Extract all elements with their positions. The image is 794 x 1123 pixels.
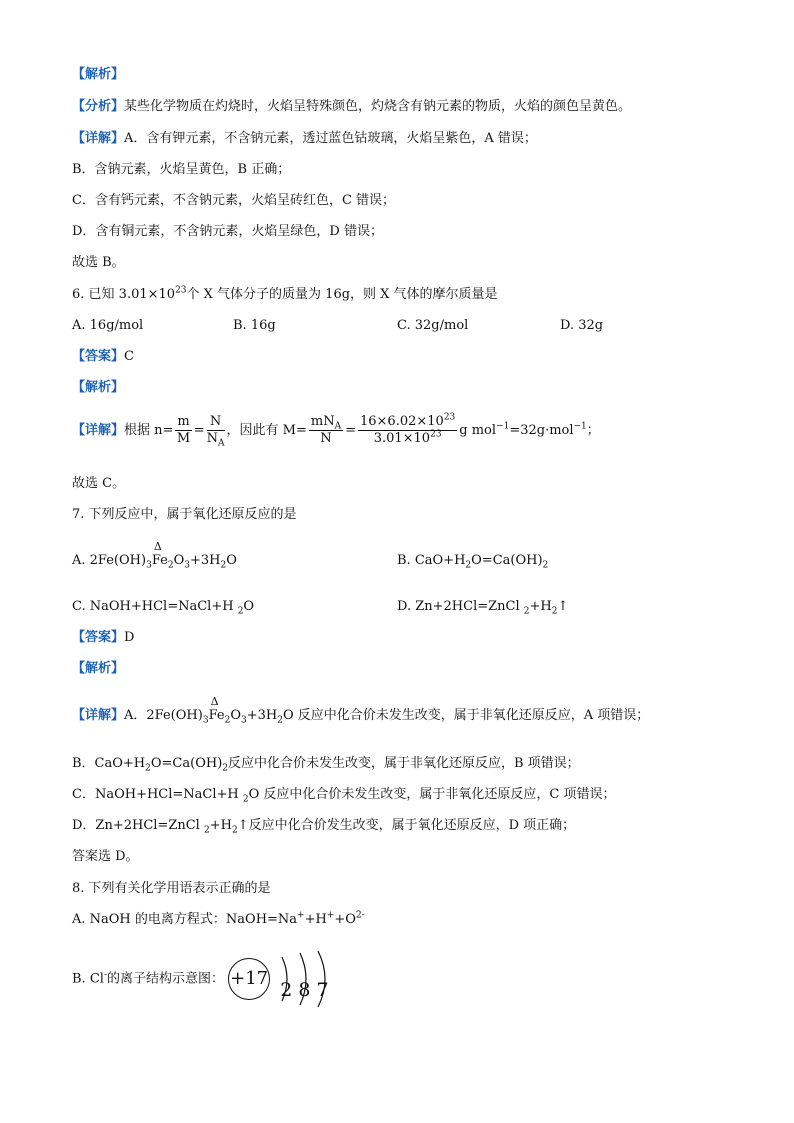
sub: 2 xyxy=(242,794,249,805)
opt-a-mid: +H xyxy=(304,912,327,927)
formula-mid: ，因此有 M= xyxy=(226,423,307,438)
q6-stem xyxy=(72,286,498,304)
q6-answer xyxy=(72,348,134,366)
answer-value: D xyxy=(124,630,135,645)
unit-exp: −1 xyxy=(496,421,510,432)
delta-condition xyxy=(151,540,168,570)
q7-conclusion: 答案选 D。 xyxy=(72,849,139,864)
opt-b-pre: B. CaO+H xyxy=(397,553,466,568)
shell-numbers: 2 8 7 xyxy=(280,979,329,1001)
sub: 3 xyxy=(202,715,209,726)
detail-b-text: 反应中化合价未发生改变，属于非氧化还原反应，B 项错误； xyxy=(228,756,580,771)
fenxi-text: 某些化学物质在灼烧时，火焰呈特殊颜色，灼烧含有钠元素的物质，火焰的颜色呈黄色。 xyxy=(124,99,632,114)
q5-fenxi xyxy=(72,98,631,116)
sub: 2 xyxy=(523,606,530,617)
q5-detail-d: D．含有铜元素，不含钠元素，火焰呈绿色，D 错误； xyxy=(72,224,383,239)
q6-stem-post: 个 X 气体分子的质量为 16g，则 X 气体的摩尔质量是 xyxy=(186,287,498,302)
detail-b-pre: B．CaO+H xyxy=(72,756,146,771)
detail-a-text: O 反应中化合价未发生改变，属于非氧化还原反应，A 项错误； xyxy=(282,708,650,723)
opt-d-pre: D. Zn+2HCl=ZnCl xyxy=(397,599,524,614)
q7-stem: 7. 下列反应中，属于氧化还原反应的是 xyxy=(72,507,297,522)
opt-b-mid: O=Ca(OH) xyxy=(471,553,543,568)
opt-a-o: O xyxy=(173,553,185,568)
opt-a-pre: A. NaOH 的电离方程式：NaOH=Na xyxy=(72,912,298,927)
answer-tag: 【答案】 xyxy=(72,349,125,364)
sup: - xyxy=(103,970,107,981)
mna-sub: A xyxy=(334,421,342,432)
q6-stem-pre: 6. 已知 3.01×10 xyxy=(72,287,176,302)
q7-jiexi-label: 【解析】 xyxy=(72,661,125,676)
formula-end: ； xyxy=(586,423,600,438)
sub: 2 xyxy=(224,715,231,726)
frac-num: N xyxy=(207,414,225,431)
frac-num xyxy=(358,414,457,431)
frac-num: m xyxy=(177,414,190,429)
opt-d-end: ↑ xyxy=(557,599,569,614)
delta-symbol: Δ xyxy=(153,540,162,553)
q6-option-c: C. 32g/mol xyxy=(397,318,469,333)
q6-jiexi-label: 【解析】 xyxy=(72,380,125,395)
q5-detail-c: C．含有钙元素，不含钠元素，火焰呈砖红色，C 错误； xyxy=(72,193,396,208)
mna-symbol: mN xyxy=(310,414,335,429)
sub: 2 xyxy=(222,763,228,774)
opt-c-pre: C. NaOH+HCl=NaCl+H xyxy=(72,599,238,614)
nucleus-circle: +17 xyxy=(228,958,270,1000)
result: =32g·mol xyxy=(509,423,574,438)
q5-jiexi-label: 【解析】 xyxy=(72,67,125,82)
opt-a-fe: Fe xyxy=(151,553,168,568)
detail-d-text: ↑反应中化合价发生改变，属于氧化还原反应，D 项正确； xyxy=(237,818,576,833)
delta-symbol: Δ xyxy=(210,695,219,708)
detail-a-pre: A．2Fe(OH) xyxy=(124,708,203,723)
sub: 2 xyxy=(551,606,558,617)
fraction-N-over-NA xyxy=(207,414,225,447)
unit-tail: g mol xyxy=(459,423,497,438)
q5-conclusion: 故选 B。 xyxy=(72,255,125,270)
sub: 3 xyxy=(240,715,247,726)
q6-stem-exp: 23 xyxy=(175,285,187,296)
fraction-mNA-over-N xyxy=(309,414,343,447)
opt-a-mid2: +O xyxy=(334,912,356,927)
q8-option-b xyxy=(72,949,344,1009)
opt-a-pre: A. 2Fe(OH) xyxy=(72,553,147,568)
q7-option-c xyxy=(72,598,254,616)
detail-c-text: O 反应中化合价未发生改变，属于非氧化还原反应，C 项错误； xyxy=(248,787,616,802)
den-text: 3.01×10 xyxy=(373,431,431,446)
num-exp: 23 xyxy=(443,412,456,423)
opt-a-end: +3H xyxy=(189,553,221,568)
fraction-m-over-M xyxy=(175,414,191,447)
frac-den xyxy=(358,431,457,447)
detail-d-mid: +H xyxy=(209,818,232,833)
q6-option-b: B. 16g xyxy=(233,318,276,333)
detail-a-fe: Fe xyxy=(208,708,225,723)
num-text: 16×6.02×10 xyxy=(359,414,444,429)
q6-option-d: D. 32g xyxy=(560,318,604,333)
electron-shells xyxy=(274,949,344,1009)
xiangjie-tag: 【详解】 xyxy=(72,423,125,438)
sub: 2 xyxy=(277,715,283,726)
q7-answer xyxy=(72,629,134,647)
delta-condition xyxy=(208,695,225,725)
detail-b-mid: O=Ca(OH) xyxy=(150,756,223,771)
na-symbol: N xyxy=(206,431,219,446)
q7-option-d xyxy=(397,598,568,616)
detail-a-mid2: +3H xyxy=(246,708,278,723)
sup: + xyxy=(326,910,335,921)
result-exp: −1 xyxy=(573,421,587,432)
opt-a-o2: O xyxy=(226,553,237,568)
opt-b-pre: B. Cl xyxy=(72,971,104,987)
opt-b-post: 的离子结构示意图： xyxy=(106,971,224,987)
fenxi-tag: 【分析】 xyxy=(72,99,125,114)
answer-value: C xyxy=(124,349,134,364)
q6-formula-line xyxy=(72,414,600,447)
q7-detail-b xyxy=(72,755,580,773)
q7-detail-c xyxy=(72,786,616,804)
den-exp: 23 xyxy=(430,429,442,440)
na-sub: A xyxy=(218,438,225,449)
detail-d-pre: D．Zn+2HCl=ZnCl xyxy=(72,818,204,833)
frac-den xyxy=(207,431,225,447)
sub: 3 xyxy=(146,560,152,571)
frac-den: M xyxy=(176,431,191,446)
equals: = xyxy=(193,423,205,438)
q7-detail-d xyxy=(72,817,575,835)
xiangjie-tag: 【详解】 xyxy=(72,708,125,723)
detail-a-text: A．含有钾元素，不含钠元素，透过蓝色钴玻璃，火焰呈紫色，A 错误； xyxy=(124,131,537,146)
sub: 2 xyxy=(145,763,151,774)
sup: + xyxy=(297,910,305,921)
sub: 2 xyxy=(220,560,227,571)
frac-den: N xyxy=(320,431,332,446)
opt-d-mid: +H xyxy=(529,599,552,614)
q7-option-b xyxy=(397,552,548,570)
sub: 2 xyxy=(237,606,244,617)
sub: 3 xyxy=(184,560,190,571)
sub: 2 xyxy=(231,825,238,836)
detail-a-o: O xyxy=(230,708,241,723)
opt-c-end: O xyxy=(243,599,255,614)
q7-detail-a xyxy=(72,695,650,726)
q6-option-a: A. 16g/mol xyxy=(72,318,144,333)
sup: 2- xyxy=(355,910,365,921)
sub: 2 xyxy=(465,560,472,571)
detail-c-pre: C．NaOH+HCl=NaCl+H xyxy=(72,787,243,802)
answer-tag: 【答案】 xyxy=(72,630,125,645)
q6-conclusion: 故选 C。 xyxy=(72,476,126,491)
q8-stem: 8. 下列有关化学用语表示正确的是 xyxy=(72,881,271,896)
q5-detail-a xyxy=(72,130,537,148)
equals: = xyxy=(345,423,356,438)
q7-option-a xyxy=(72,540,237,571)
formula-pre: 根据 n= xyxy=(124,423,174,438)
sub: 2 xyxy=(167,560,174,571)
xiangjie-tag: 【详解】 xyxy=(72,131,125,146)
frac-num xyxy=(309,414,343,431)
fraction-numeric xyxy=(358,414,457,447)
sub: 2 xyxy=(542,560,549,571)
q5-detail-b: B．含钠元素，火焰呈黄色，B 正确； xyxy=(72,162,291,177)
q8-option-a xyxy=(72,911,365,929)
sub: 2 xyxy=(203,825,210,836)
